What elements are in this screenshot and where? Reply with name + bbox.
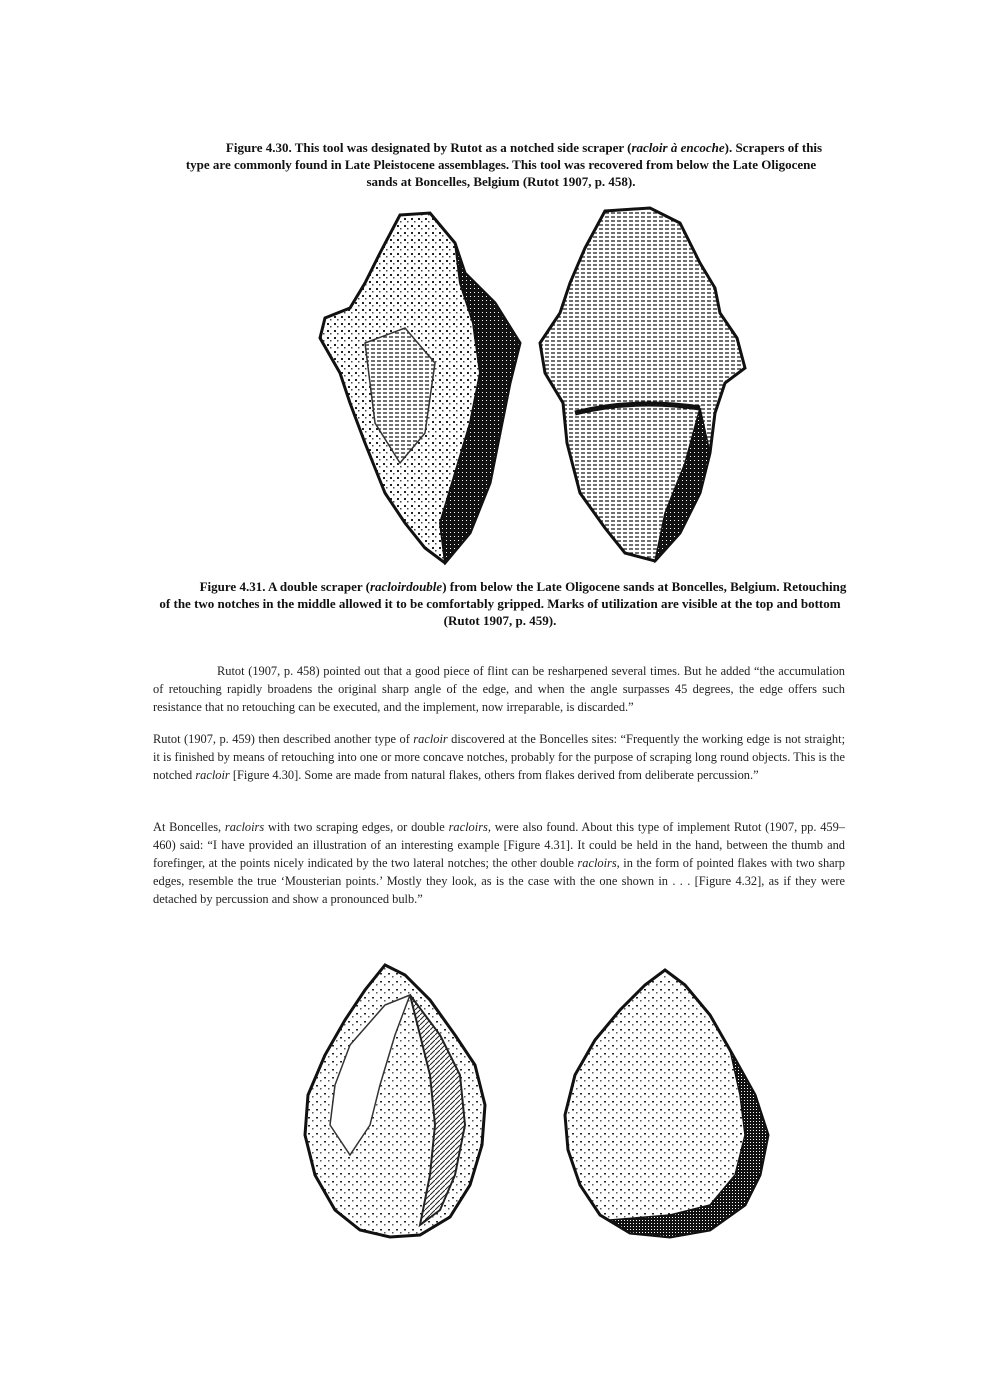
double-scraper-drawing (305, 203, 775, 568)
paragraph-text: Rutot (1907, p. 458) pointed out that a good piece of flint can be resharpened several times. But he added “the accumulation of retouching rapidly broadens the original sharp angle of the edge, and when the angle surpasses 45 degrees, the edge offers such resistance that no retouching can be executed, and the implement, now irreparable, is discarded.” (153, 664, 845, 714)
caption-italic: racloirdouble (369, 579, 443, 594)
caption-text: This tool was designated by Rutot as a notched side scraper ( (294, 140, 632, 155)
scraper-right-view (540, 208, 745, 561)
paragraph-italic: racloir (195, 768, 230, 782)
flake-left-view (305, 965, 485, 1237)
paragraph-italic: racloirs, (448, 820, 491, 834)
paragraph-text: At Boncelles, (153, 820, 225, 834)
paragraph-text: in the form of pointed flakes with two sharp edges, resemble the true ‘Mousterian points.’ Mostly they look, as is the case with the one shown in . . . [Figure 4.32], as if they were detached by percussion and show a pronounced bulb.” (153, 856, 845, 906)
pointed-flake-drawing (290, 955, 775, 1245)
body-paragraph-3 (153, 818, 845, 908)
figure-label: Figure 4.30. (225, 140, 292, 155)
paragraph-italic: racloir (413, 732, 448, 746)
paragraph-text: discovered at the Boncelles sites: “Frequently the working edge is not straight; it is finished by means of retouching into one or more concave notches, probably for the purpose of scraping long round objects. This is the notched (153, 732, 846, 782)
body-paragraph-1 (153, 662, 845, 716)
figure-label: Figure 4.31. (199, 579, 266, 594)
paragraph-italic: racloirs, (577, 856, 620, 870)
caption-text: A double scraper ( (268, 579, 370, 594)
paragraph-text: [Figure 4.30]. Some are made from natural flakes, others from flakes derived from deliberate percussion.” (229, 768, 759, 782)
figure-4-31-caption (150, 578, 850, 629)
figure-4-31-illustration (305, 203, 775, 568)
caption-text: ) from below the Late Oligocene sands at Boncelles, Belgium. Retouching of the two notches in the middle allowed it to be comfortably gripped. Marks of utilization are visible at the top and bottom (Rutot 1907, p. 459). (159, 579, 847, 628)
body-paragraph-2 (153, 730, 845, 784)
paragraph-italic: racloirs (224, 820, 265, 834)
caption-text: ). Scrapers of this type are commonly found in Late Pleistocene assemblages. This tool was recovered from below the Late Oligocene sands at Boncelles, Belgium (Rutot 1907, p. 458). (185, 140, 823, 189)
flake-right-view (565, 970, 768, 1237)
figure-4-32-illustration (290, 955, 775, 1245)
scraper-left-view (320, 213, 520, 563)
caption-italic: racloir à encoche (631, 140, 725, 155)
paragraph-text: with two scraping edges, or double (264, 820, 449, 834)
figure-4-30-caption (176, 139, 826, 190)
paragraph-text: were also found. About this type of implement Rutot (1907, pp. 459–460) said: “I have provided an illustration of an interesting example [Figure 4.31]. It could be held in the hand, between the thumb and forefinger, at the points nicely indicated by the two lateral notches; the other double (153, 820, 846, 870)
paragraph-text: Rutot (1907, p. 459) then described another type of (153, 732, 414, 746)
